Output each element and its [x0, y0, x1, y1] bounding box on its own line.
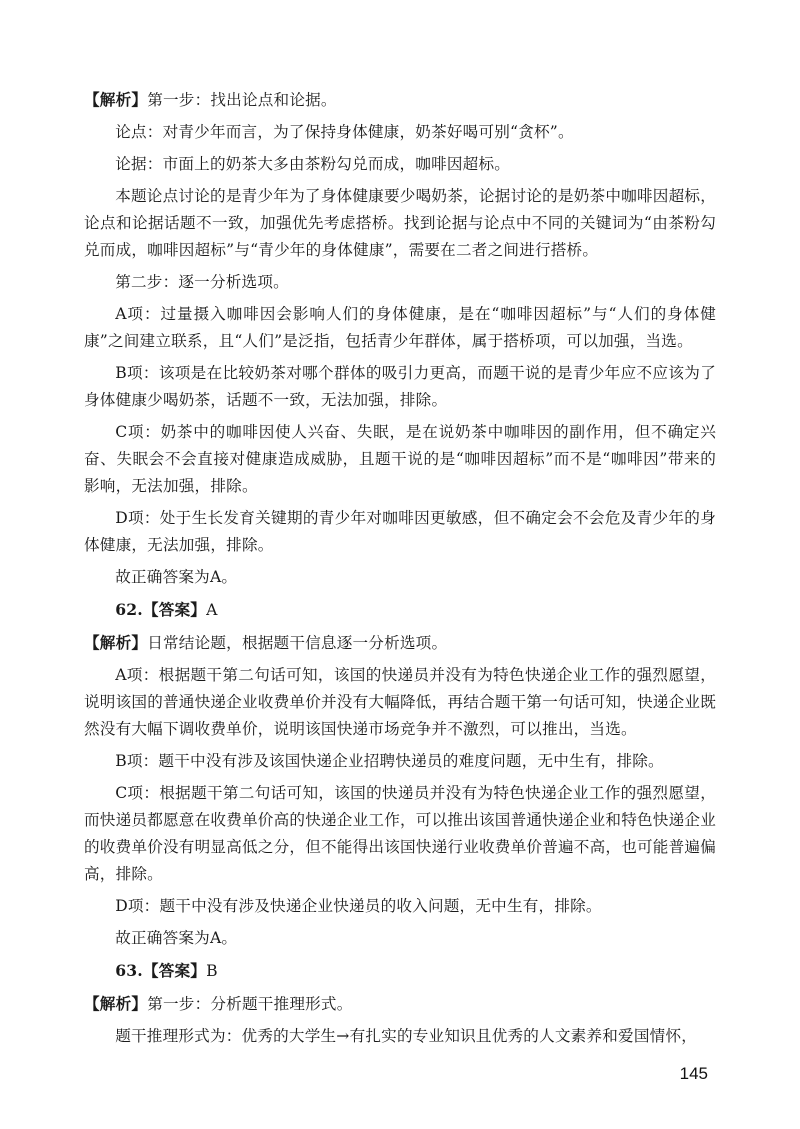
paragraph — [84, 893, 716, 920]
paragraph-text: C项：根据题干第二句话可知，该国的快递员并没有为特色快递企业工作的强烈愿望，而快递员都愿意在收费单价高的快递企业工作，可以推出该国普通快递企业和特色快递企业的收费单价没有明显高低之分，但不能得出该国快递行业收费单价普遍不高，也可能普遍偏高，排除。 — [84, 784, 716, 883]
paragraph-text: D项：题干中没有涉及快递企业快递员的收入问题，无中生有，排除。 — [115, 897, 602, 915]
paragraph-text: D项：处于生长发育关键期的青少年对咖啡因更敏感，但不确定会不会危及青少年的身体健康，无法加强，排除。 — [84, 509, 716, 554]
paragraph — [84, 419, 716, 500]
paragraph — [84, 990, 716, 1018]
paragraph-text: 第一步：找出论点和论据。 — [147, 91, 337, 109]
paragraph — [84, 596, 716, 624]
paragraph-text: B项：该项是在比较奶茶对哪个群体的吸引力更高，而题干说的是青少年应不应该为了身体健康少喝奶茶，话题不一致，无法加强，排除。 — [84, 364, 716, 409]
paragraph — [84, 780, 716, 888]
paragraph-text: A — [206, 601, 218, 619]
page-number: 145 — [679, 1064, 708, 1083]
paragraph — [84, 564, 716, 591]
paragraph-text: 日常结论题，根据题干信息逐一分析选项。 — [147, 634, 448, 652]
paragraph-text: 第二步：逐一分析选项。 — [115, 273, 289, 291]
section-label: 63.【答案】 — [115, 961, 207, 980]
paragraph-text: A项：过量摄入咖啡因会影响人们的身体健康，是在“咖啡因超标”与“人们的身体健康”之间建立联系，且“人们”是泛指，包括青少年群体，属于搭桥项，可以加强，当选。 — [84, 305, 716, 350]
paragraph — [84, 957, 716, 985]
paragraph — [84, 269, 716, 296]
paragraph-text: 第一步：分析题干推理形式。 — [147, 995, 353, 1013]
paragraph-text: 题干推理形式为：优秀的大学生→有扎实的专业知识且优秀的人文素养和爱国情怀， — [115, 1027, 698, 1045]
section-label: 【解析】 — [84, 994, 148, 1013]
paragraph — [84, 360, 716, 414]
paragraph — [84, 301, 716, 355]
paragraph-text: 论据：市面上的奶茶大多由茶粉勾兑而成，咖啡因超标。 — [115, 155, 511, 173]
paragraph-text: 故正确答案为A。 — [115, 929, 238, 947]
paragraph-text: A项：根据题干第二句话可知，该国的快递员并没有为特色快递企业工作的强烈愿望，说明该国的普通快递企业收费单价并没有大幅降低，再结合题干第一句话可知，快递企业既然没有大幅下调收费单价，说明该国快递市场竞争并不激烈，可以推出，当选。 — [84, 666, 716, 738]
paragraph — [84, 505, 716, 559]
paragraph — [84, 1023, 716, 1050]
paragraph — [84, 662, 716, 743]
paragraph — [84, 151, 716, 178]
paragraph — [84, 183, 716, 264]
paragraph-text: 本题论点讨论的是青少年为了身体健康要少喝奶茶，论据讨论的是奶茶中咖啡因超标，论点和论据话题不一致，加强优先考虑搭桥。找到论据与论点中不同的关键词为“由茶粉勾兑而成，咖啡因超标”与“青少年的身体健康”，需要在二者之间进行搭桥。 — [84, 187, 716, 259]
paragraph — [84, 748, 716, 775]
paragraph — [84, 119, 716, 146]
section-label: 62.【答案】 — [115, 600, 207, 619]
paragraph — [84, 925, 716, 952]
paragraph-text: 故正确答案为A。 — [115, 568, 238, 586]
paragraph-text: B — [206, 962, 218, 980]
answer-explanation-text — [84, 86, 716, 1055]
paragraph-text: C项：奶茶中的咖啡因使人兴奋、失眠，是在说奶茶中咖啡因的副作用，但不确定兴奋、失眠会不会直接对健康造成威胁，且题干说的是“咖啡因超标”而不是“咖啡因”带来的影响，无法加强，排除。 — [84, 423, 716, 495]
paragraph — [84, 629, 716, 657]
section-label: 【解析】 — [84, 633, 148, 652]
paragraph — [84, 86, 716, 114]
section-label: 【解析】 — [84, 90, 148, 109]
paragraph-text: B项：题干中没有涉及该国快递企业招聘快递员的难度问题，无中生有，排除。 — [115, 752, 664, 770]
paragraph-text: 论点：对青少年而言，为了保持身体健康，奶茶好喝可别“贪杯”。 — [115, 123, 574, 141]
